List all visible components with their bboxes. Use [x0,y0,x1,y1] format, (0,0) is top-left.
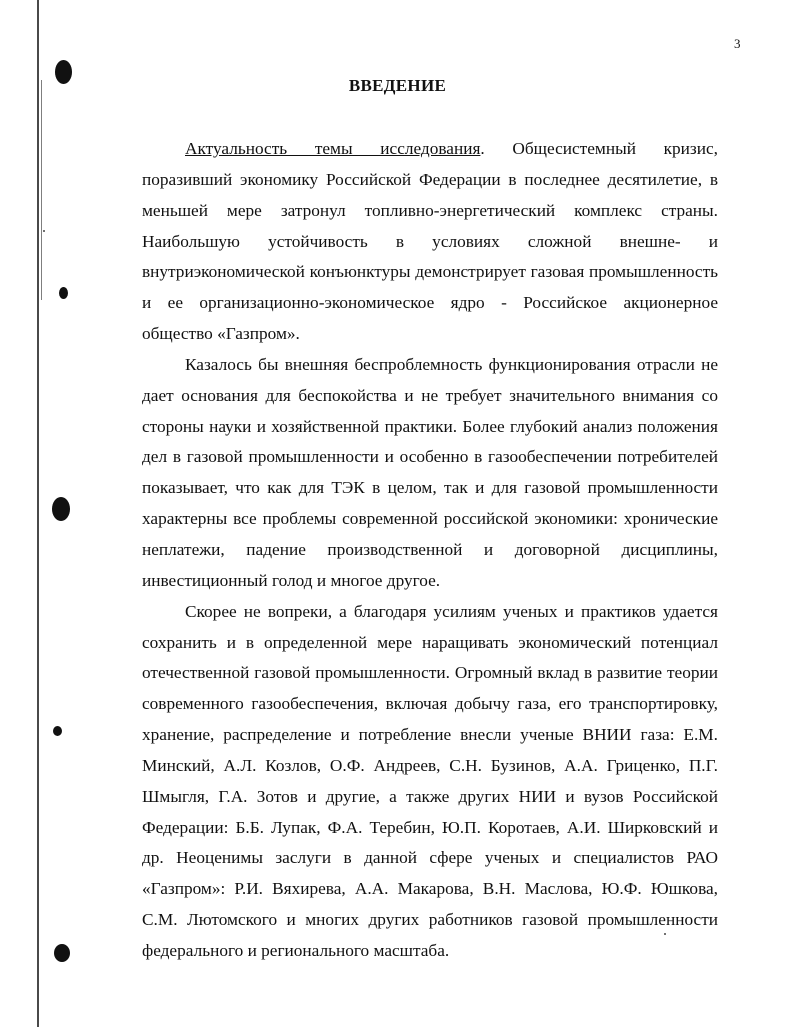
binder-hole-mark [52,497,70,521]
paragraph-text: Скорее не вопреки, а благодаря усилиям ученых и практиков удается сохранить и в определенной мере наращивать экономический потенциал отечественной газовой промышленности. Огромный вклад в развитие теории современного газообеспечения, включая добычу газа, его транспортировку, хранение, распределение и потребление внесли ученые ВНИИ газа: Е.М. Минский, А.Л. Козлов, О.Ф. Андреев, С.Н. Бузинов, А.А. Гриценко, П.Г. Шмыгля, Г.А. Зотов и другие, а также других НИИ и вузов Российской Федерации: Б.Б. Лупак, Ф.А. Теребин, Ю.П. Коротаев, А.И. Ширковский и др. Неоценимы заслуги в данной сфере ученых и специалистов РАО «Газпром»: Р.И. Вяхирева, А.А. Макарова, В.Н. Маслова, Ю.Ф. Юшкова, С.М. Лютомского и многих других работников газовой промышленности федерального и регионального масштаба. [142,601,718,960]
scan-margin-line [37,0,39,1027]
scan-margin-line-secondary [41,80,42,300]
topic-relevance-lead: Актуальность темы исследования [185,139,481,158]
body-text [142,134,718,967]
binder-hole-mark [53,726,62,736]
paragraph [142,597,718,967]
paragraph [142,350,718,597]
section-heading: ВВЕДЕНИЕ [348,76,447,95]
scan-speck [43,230,45,232]
page-number: 3 [734,36,741,51]
binder-hole-mark [54,944,70,962]
binder-hole-mark [59,287,68,299]
paragraph [142,134,718,350]
paragraph-text: Казалось бы внешняя беспроблемность функционирования отрасли не дает основания для беспокойства и не требует значительного внимания со стороны науки и хозяйственной практики. Более глубокий анализ положения дел в газовой промышленности и особенно в газообеспечении потребителей показывает, что как для ТЭК в целом, так и для газовой промышленности характерны все проблемы современной российской экономики: хронические неплатежи, падение производственной и договорной дисциплины, инвестиционный голод и многое другое. [142,354,718,590]
paragraph-text: . Общесистемный кризис, поразивший экономику Российской Федерации в последнее десятилетие, в меньшей мере затронул топливно-энергетический комплекс страны. Наибольшую устойчивость в условиях сложной внешне- и внутриэкономической конъюнктуры демонстрирует газовая промышленность и ее организационно-экономическое ядро - Российское акционерное общество «Газпром». [142,139,718,344]
